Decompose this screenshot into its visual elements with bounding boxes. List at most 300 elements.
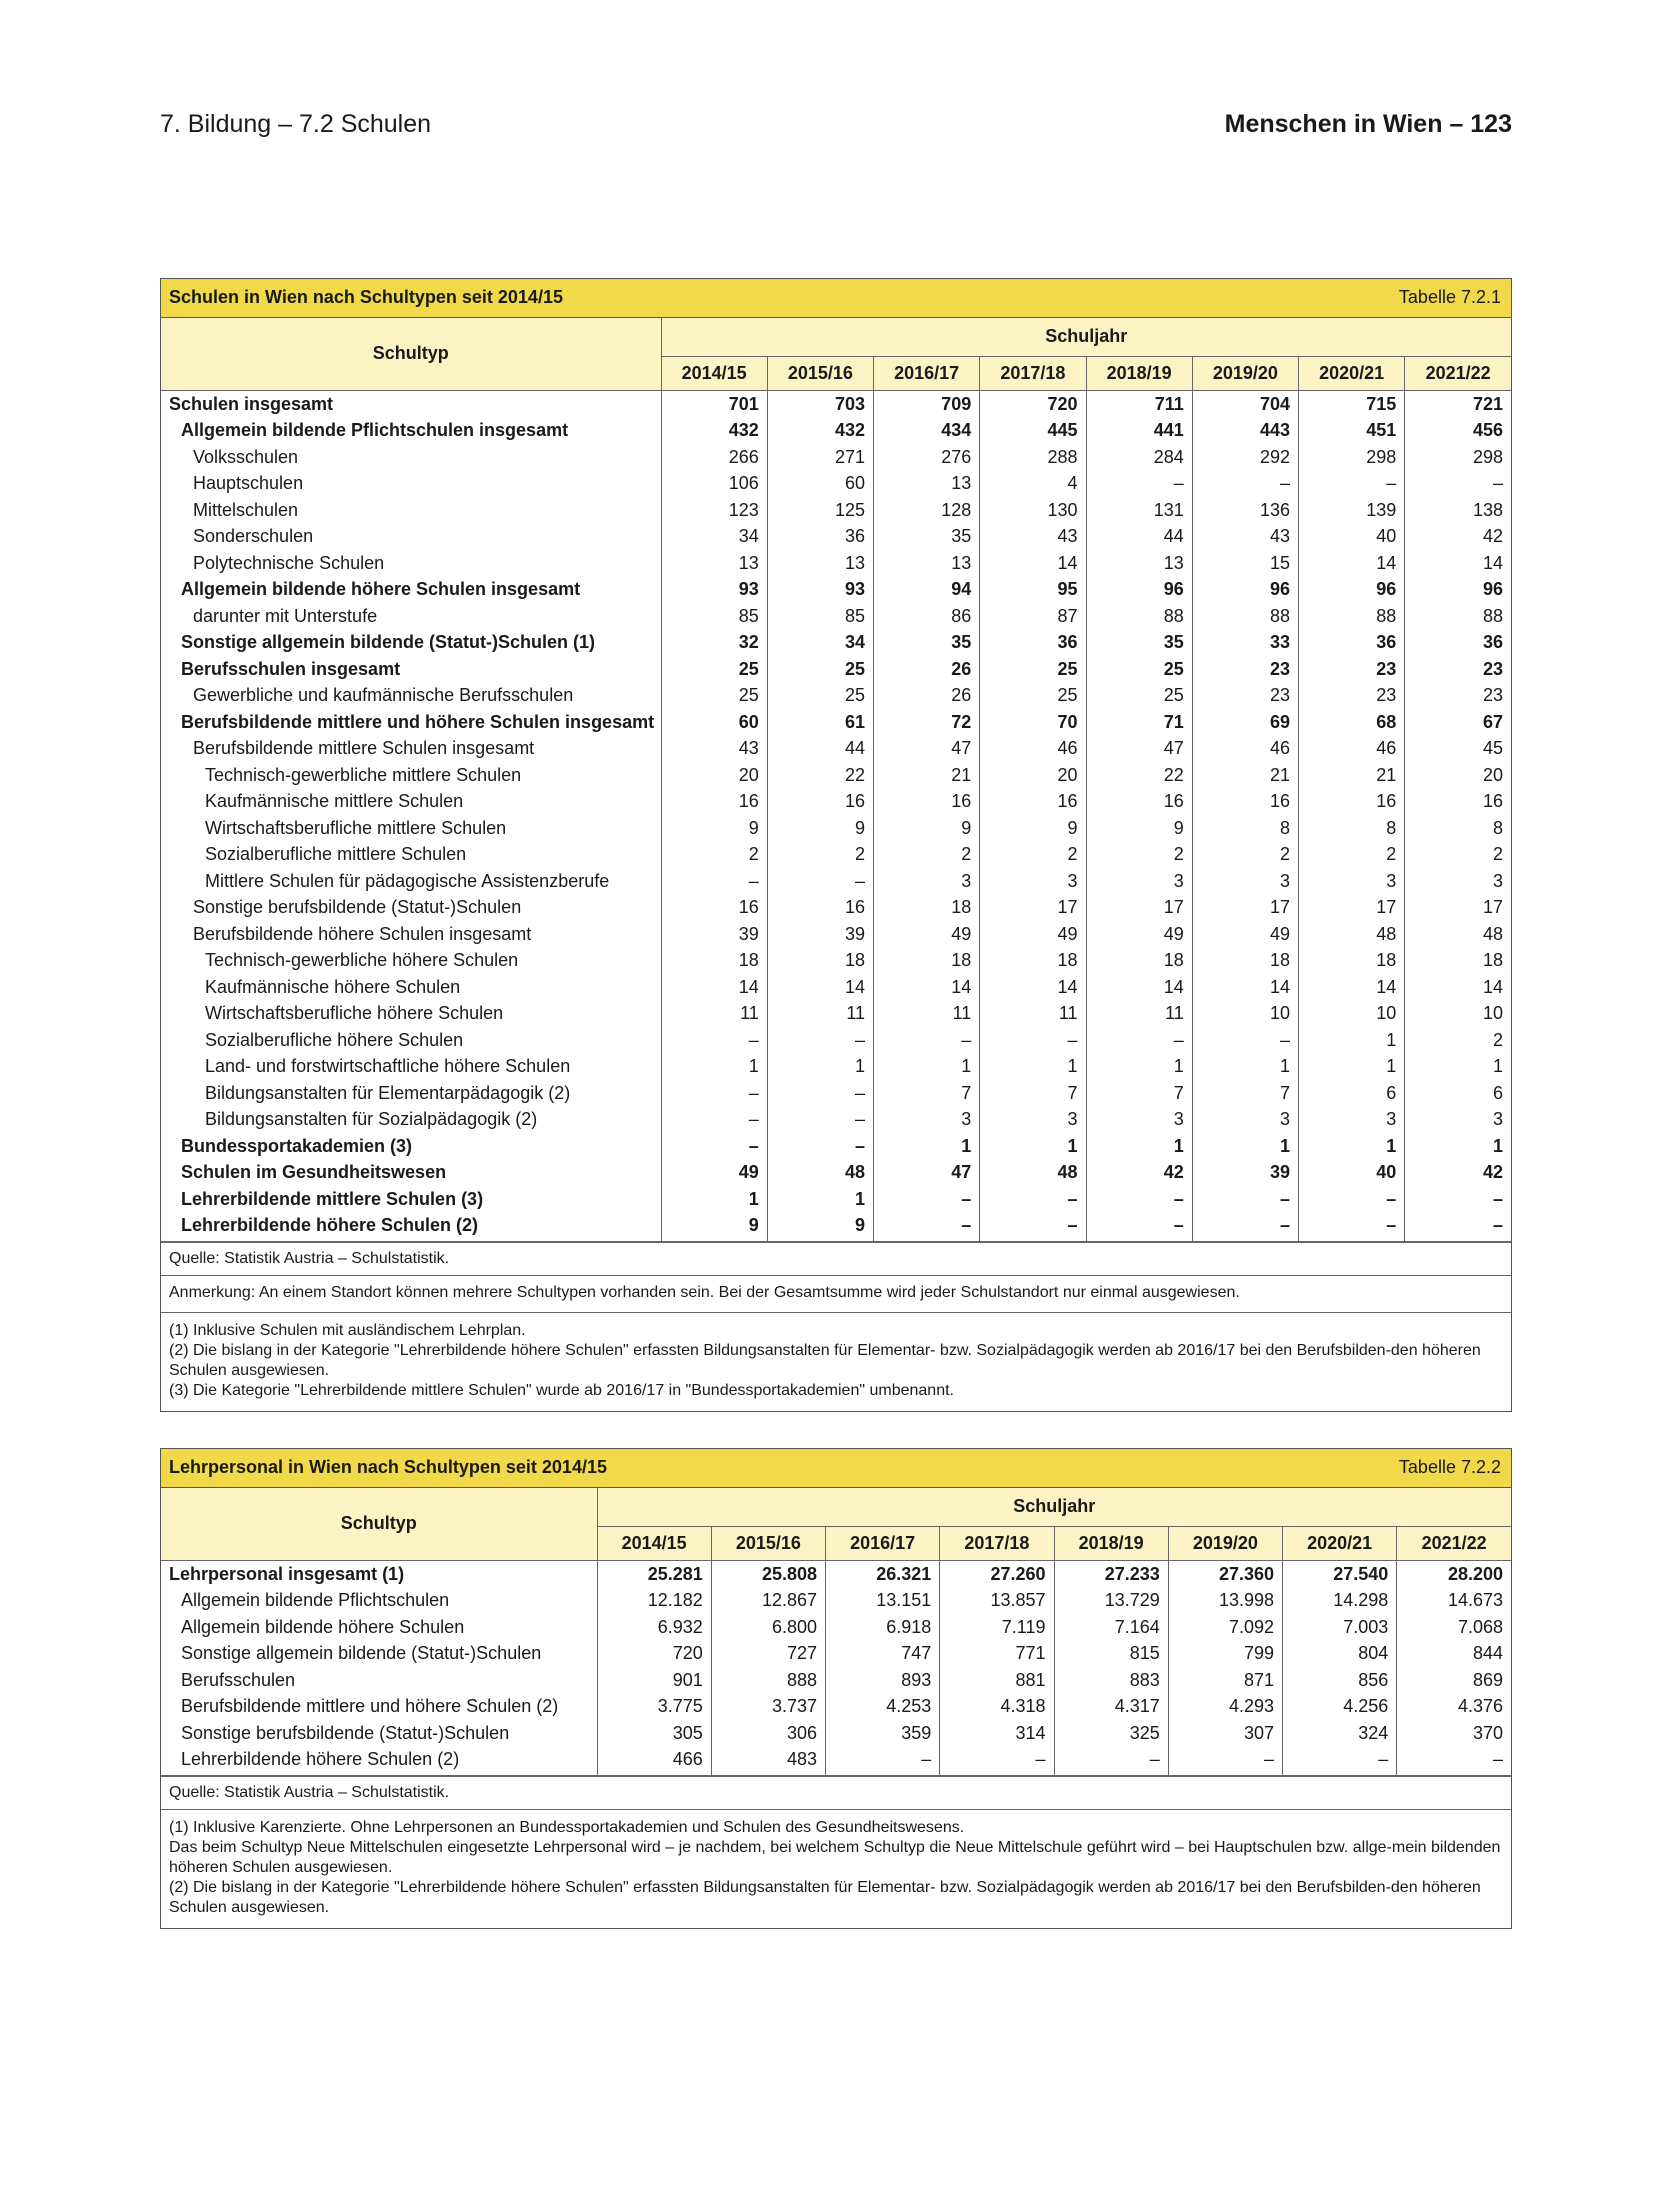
table-cell: 14 (980, 550, 1086, 577)
table-cell: 42 (1405, 523, 1511, 550)
table-cell: – (1283, 1746, 1397, 1775)
year-header: 2015/16 (767, 356, 873, 390)
table-cell: 48 (980, 1159, 1086, 1186)
table-cell: – (1299, 470, 1405, 497)
table-cell: 9 (767, 815, 873, 842)
footnote: (1) Inklusive Karenzierte. Ohne Lehrpersonen an Bundessportakademien und Schulen des Gesundheitswesens. (169, 1818, 965, 1836)
table-cell: 26.321 (826, 1560, 940, 1587)
table-cell: 36 (980, 629, 1086, 656)
table-cell: 6 (1299, 1080, 1405, 1107)
table-cell: 15 (1192, 550, 1298, 577)
table-cell: – (661, 1106, 767, 1133)
table-cell: 7 (1086, 1080, 1192, 1107)
table-cell: 49 (1086, 921, 1192, 948)
table-cell: 14 (1299, 550, 1405, 577)
table-cell: 1 (767, 1186, 873, 1213)
table-cell: 18 (1405, 947, 1511, 974)
table-cell: – (767, 1080, 873, 1107)
table-row (161, 841, 1511, 868)
table-cell: – (1192, 1212, 1298, 1241)
table-cell: 88 (1192, 603, 1298, 630)
table-cell: 266 (661, 444, 767, 471)
table-cell: 3 (874, 1106, 980, 1133)
table-cell: 16 (661, 894, 767, 921)
table-cell: 71 (1086, 709, 1192, 736)
table-cell: 36 (1405, 629, 1511, 656)
table-title-bar (161, 279, 1511, 318)
table-cell: 9 (874, 815, 980, 842)
table-cell: 14.673 (1397, 1587, 1511, 1614)
table-cell: 2 (1405, 841, 1511, 868)
table-cell: 16 (1192, 788, 1298, 815)
table-title-bar (161, 1449, 1511, 1488)
table-title: Schulen in Wien nach Schultypen seit 2014/15 (169, 287, 563, 307)
table-cell: 21 (874, 762, 980, 789)
table-cell: 42 (1086, 1159, 1192, 1186)
table-cell: 844 (1397, 1640, 1511, 1667)
table-cell: – (661, 1133, 767, 1160)
table-cell: 3 (1405, 1106, 1511, 1133)
table-cell: 11 (874, 1000, 980, 1027)
table-cell: 9 (1086, 815, 1192, 842)
table-cell: 856 (1283, 1667, 1397, 1694)
footnote: (2) Die bislang in der Kategorie "Lehrerbildende höhere Schulen" erfassten Bildungsanstalten für Elementar- bzw. Sozialpädagogik werden ab 2016/17 bei den Berufsbilden-den höheren Schulen ausgewiesen. (169, 1341, 1481, 1379)
table-cell: – (661, 868, 767, 895)
row-label: Allgemein bildende höhere Schulen insgesamt (181, 579, 581, 599)
table-cell: 2 (1299, 841, 1405, 868)
row-label: Lehrpersonal insgesamt (1) (161, 1560, 597, 1587)
table-cell: 443 (1192, 417, 1298, 444)
table-cell: 48 (767, 1159, 873, 1186)
table-cell: 27.233 (1054, 1560, 1168, 1587)
table-cell: – (1299, 1212, 1405, 1241)
table-cell: 36 (767, 523, 873, 550)
page-header (160, 110, 1512, 150)
table-cell: 22 (1086, 762, 1192, 789)
table-cell: 8 (1405, 815, 1511, 842)
table-cell: – (1397, 1746, 1511, 1775)
data-table (161, 1488, 1511, 1776)
table-cell: 86 (874, 603, 980, 630)
table-row (161, 868, 1511, 895)
table-cell: 46 (1192, 735, 1298, 762)
table-cell: 720 (980, 390, 1086, 417)
table-cell: 288 (980, 444, 1086, 471)
table-cell: 44 (767, 735, 873, 762)
row-label: Allgemein bildende Pflichtschulen insgesamt (181, 420, 569, 440)
table-footnotes (161, 1312, 1511, 1411)
row-label: Technisch-gewerbliche höhere Schulen (205, 950, 519, 970)
table-cell: 34 (767, 629, 873, 656)
table-cell: 711 (1086, 390, 1192, 417)
year-header: 2017/18 (980, 356, 1086, 390)
table-cell: 17 (1192, 894, 1298, 921)
table-row (161, 815, 1511, 842)
table-cell: 715 (1299, 390, 1405, 417)
row-label: Bildungsanstalten für Sozialpädagogik (2) (205, 1109, 538, 1129)
table-cell: 893 (826, 1667, 940, 1694)
table-cell: 20 (661, 762, 767, 789)
table-source: Quelle: Statistik Austria – Schulstatistik. (161, 1242, 1511, 1275)
footnote: Das beim Schultyp Neue Mittelschulen eingesetzte Lehrpersonal wird – je nachdem, bei welchem Schultyp die Neue Mittelschule geführt wird – bei Hauptschulen bzw. allge-mein bildenden höheren Schulen ausgewiesen. (169, 1838, 1501, 1876)
table-cell: 6.918 (826, 1614, 940, 1641)
table-number: Tabelle 7.2.2 (1398, 1457, 1501, 1477)
table-remark: Anmerkung: An einem Standort können mehrere Schultypen vorhanden sein. Bei der Gesamtsumme wird jeder Schulstandort nur einmal ausgewiesen. (161, 1275, 1511, 1312)
table-cell: 4.253 (826, 1693, 940, 1720)
table-cell: 25 (1086, 682, 1192, 709)
table-cell: 49 (1192, 921, 1298, 948)
table-cell: 3 (1299, 1106, 1405, 1133)
table-cell: 7.003 (1283, 1614, 1397, 1641)
table-cell: 47 (874, 1159, 980, 1186)
table-row (161, 947, 1511, 974)
table-cell: 7.068 (1397, 1614, 1511, 1641)
table-cell: 881 (940, 1667, 1054, 1694)
row-label: Mittelschulen (193, 499, 299, 520)
table-cell: 3 (980, 868, 1086, 895)
table-cell: 3 (1405, 868, 1511, 895)
table-cell: – (980, 1027, 1086, 1054)
table-cell: 17 (1299, 894, 1405, 921)
table-cell: 96 (1299, 576, 1405, 603)
table-cell: 128 (874, 497, 980, 524)
table-cell: 7 (1192, 1080, 1298, 1107)
table-cell: 48 (1405, 921, 1511, 948)
table-cell: 14 (1299, 974, 1405, 1001)
table-cell: 771 (940, 1640, 1054, 1667)
table-cell: 20 (1405, 762, 1511, 789)
row-label: Lehrerbildende höhere Schulen (2) (161, 1746, 597, 1775)
footnote: (2) Die bislang in der Kategorie "Lehrerbildende höhere Schulen" erfassten Bildungsanstalten für Elementar- bzw. Sozialpädagogik werden ab 2016/17 bei den Berufsbilden-den höheren Schulen ausgewiesen. (169, 1878, 1481, 1916)
table-cell: 370 (1397, 1720, 1511, 1747)
table-cell: 14 (767, 974, 873, 1001)
table-cell: – (874, 1212, 980, 1241)
table-cell: – (767, 1106, 873, 1133)
table-cell: 20 (980, 762, 1086, 789)
table-cell: 1 (661, 1186, 767, 1213)
table-number: Tabelle 7.2.1 (1398, 287, 1501, 307)
table-cell: 70 (980, 709, 1086, 736)
table-cell: 13 (1086, 550, 1192, 577)
table-cell: 43 (1192, 523, 1298, 550)
table-cell: – (826, 1746, 940, 1775)
table-cell: 325 (1054, 1720, 1168, 1747)
table-cell: 23 (1299, 656, 1405, 683)
table-cell: 25 (980, 656, 1086, 683)
row-label: Land- und forstwirtschaftliche höhere Schulen (205, 1056, 571, 1076)
table-cell: 14 (661, 974, 767, 1001)
table-cell: 721 (1405, 390, 1511, 417)
table-row (161, 974, 1511, 1001)
table-cell: 1 (1192, 1133, 1298, 1160)
table-title: Lehrpersonal in Wien nach Schultypen seit 2014/15 (169, 1457, 607, 1477)
table-cell: 27.540 (1283, 1560, 1397, 1587)
row-label: Sonderschulen (193, 526, 314, 546)
table-source: Quelle: Statistik Austria – Schulstatistik. (161, 1776, 1511, 1809)
data-table (161, 318, 1511, 1242)
table-cell: 13.151 (826, 1587, 940, 1614)
table-cell: 13 (767, 550, 873, 577)
table-cell: – (1168, 1746, 1282, 1775)
table-cell: 13.998 (1168, 1587, 1282, 1614)
table-cell: 93 (767, 576, 873, 603)
table-cell: 869 (1397, 1667, 1511, 1694)
table-cell: 324 (1283, 1720, 1397, 1747)
table-cell: 25 (980, 682, 1086, 709)
table-row (161, 709, 1511, 736)
table-cell: 49 (661, 1159, 767, 1186)
table-cell: 3 (1192, 1106, 1298, 1133)
table-cell: 27.360 (1168, 1560, 1282, 1587)
table-cell: 18 (980, 947, 1086, 974)
column-group-schuljahr: Schuljahr (597, 1488, 1511, 1526)
table-cell: 434 (874, 417, 980, 444)
table-row (161, 1667, 1511, 1694)
table-row (161, 470, 1511, 497)
table-cell: 276 (874, 444, 980, 471)
table-cell: 432 (661, 417, 767, 444)
table-cell: 9 (980, 815, 1086, 842)
table-cell: – (661, 1080, 767, 1107)
table-cell: 13 (874, 470, 980, 497)
table-cell: 2 (661, 841, 767, 868)
row-label: Berufsbildende mittlere und höhere Schulen insgesamt (181, 711, 655, 732)
table-cell: 21 (1192, 762, 1298, 789)
table-cell: 701 (661, 390, 767, 417)
table-cell: 28.200 (1397, 1560, 1511, 1587)
table-cell: 139 (1299, 497, 1405, 524)
table-cell: 96 (1086, 576, 1192, 603)
table-cell: 22 (767, 762, 873, 789)
table-row (161, 390, 1511, 417)
table-row (161, 1106, 1511, 1133)
table-cell: 25 (661, 682, 767, 709)
table-row (161, 1212, 1511, 1241)
table-cell: 35 (874, 629, 980, 656)
table-row (161, 1080, 1511, 1107)
table-row (161, 656, 1511, 683)
table-cell: 451 (1299, 417, 1405, 444)
table-cell: 16 (1086, 788, 1192, 815)
table-cell: 138 (1405, 497, 1511, 524)
table-cell: 87 (980, 603, 1086, 630)
row-label: Lehrerbildende höhere Schulen (2) (161, 1212, 661, 1241)
table-cell: 1 (1192, 1053, 1298, 1080)
table-schulen (160, 278, 1512, 1412)
table-cell: 18 (874, 894, 980, 921)
table-footnotes (161, 1809, 1511, 1928)
table-cell: 298 (1299, 444, 1405, 471)
table-row (161, 762, 1511, 789)
table-cell: 445 (980, 417, 1086, 444)
table-cell: 7.119 (940, 1614, 1054, 1641)
table-cell: 61 (767, 709, 873, 736)
table-row (161, 1159, 1511, 1186)
year-header: 2016/17 (874, 356, 980, 390)
table-cell: 18 (767, 947, 873, 974)
footnote: (3) Die Kategorie "Lehrerbildende mittlere Schulen" wurde ab 2016/17 in "Bundessportakademien" umbenannt. (169, 1381, 954, 1399)
table-cell: 2 (1405, 1027, 1511, 1054)
table-cell: 17 (1086, 894, 1192, 921)
table-cell: 123 (661, 497, 767, 524)
row-label: Schulen im Gesundheitswesen (181, 1162, 447, 1182)
table-cell: 14 (1086, 974, 1192, 1001)
table-row (161, 1640, 1511, 1667)
table-cell: 48 (1299, 921, 1405, 948)
table-cell: 16 (767, 788, 873, 815)
row-label: Berufsschulen (181, 1669, 296, 1690)
table-cell: 804 (1283, 1640, 1397, 1667)
row-label: Berufsbildende mittlere und höhere Schulen (2) (181, 1696, 559, 1716)
row-label: Berufsbildende höhere Schulen insgesamt (193, 923, 532, 944)
table-cell: 1 (1405, 1133, 1511, 1160)
table-cell: – (661, 1027, 767, 1054)
table-row (161, 1587, 1511, 1614)
table-cell: 130 (980, 497, 1086, 524)
table-cell: 43 (980, 523, 1086, 550)
table-cell: 2 (874, 841, 980, 868)
table-row (161, 1746, 1511, 1775)
table-row (161, 735, 1511, 762)
table-row (161, 894, 1511, 921)
table-cell: – (1405, 1186, 1511, 1213)
row-label: Sonstige allgemein bildende (Statut-)Schulen (181, 1643, 542, 1663)
year-header: 2019/20 (1192, 356, 1298, 390)
column-header-schultyp: Schultyp (161, 318, 661, 390)
table-cell: – (980, 1186, 1086, 1213)
year-header: 2020/21 (1283, 1526, 1397, 1560)
table-cell: 16 (874, 788, 980, 815)
table-cell: 4.293 (1168, 1693, 1282, 1720)
table-cell: 18 (661, 947, 767, 974)
table-cell: – (1054, 1746, 1168, 1775)
table-cell: 95 (980, 576, 1086, 603)
table-cell: 11 (1086, 1000, 1192, 1027)
table-row (161, 921, 1511, 948)
table-cell: 16 (1299, 788, 1405, 815)
table-cell: 33 (1192, 629, 1298, 656)
table-cell: 14 (1405, 550, 1511, 577)
table-cell: 704 (1192, 390, 1298, 417)
table-cell: 3 (874, 868, 980, 895)
table-row (161, 1186, 1511, 1213)
table-cell: 6.800 (711, 1614, 825, 1641)
table-cell: 3.737 (711, 1693, 825, 1720)
table-cell: – (980, 1212, 1086, 1241)
table-cell: 703 (767, 390, 873, 417)
table-cell: 25 (767, 656, 873, 683)
table-row (161, 788, 1511, 815)
table-cell: 13 (661, 550, 767, 577)
table-row (161, 1720, 1511, 1747)
row-label: Wirtschaftsberufliche mittlere Schulen (205, 817, 507, 838)
table-cell: 23 (1299, 682, 1405, 709)
year-header: 2014/15 (661, 356, 767, 390)
table-cell: 298 (1405, 444, 1511, 471)
table-row (161, 629, 1511, 656)
table-cell: 45 (1405, 735, 1511, 762)
table-cell: 7.092 (1168, 1614, 1282, 1641)
table-cell: 2 (767, 841, 873, 868)
table-cell: 727 (711, 1640, 825, 1667)
table-cell: 106 (661, 470, 767, 497)
table-cell: 7.164 (1054, 1614, 1168, 1641)
table-cell: 72 (874, 709, 980, 736)
table-cell: 292 (1192, 444, 1298, 471)
column-group-schuljahr: Schuljahr (661, 318, 1511, 356)
table-cell: – (1086, 1212, 1192, 1241)
table-row (161, 1693, 1511, 1720)
table-cell: 1 (874, 1133, 980, 1160)
year-header: 2016/17 (826, 1526, 940, 1560)
table-cell: – (767, 868, 873, 895)
table-cell: 3 (980, 1106, 1086, 1133)
table-row (161, 497, 1511, 524)
table-cell: 26 (874, 682, 980, 709)
table-cell: 4.318 (940, 1693, 1054, 1720)
table-cell: 34 (661, 523, 767, 550)
table-cell: 25 (661, 656, 767, 683)
table-cell: 314 (940, 1720, 1054, 1747)
table-cell: 39 (1192, 1159, 1298, 1186)
row-label: Sonstige allgemein bildende (Statut-)Schulen (1) (181, 632, 596, 652)
year-header: 2019/20 (1168, 1526, 1282, 1560)
table-cell: – (767, 1027, 873, 1054)
table-cell: 1 (1299, 1053, 1405, 1080)
table-cell: 85 (661, 603, 767, 630)
table-cell: 36 (1299, 629, 1405, 656)
row-label: Sonstige berufsbildende (Statut-)Schulen (193, 897, 522, 917)
row-label: Berufsschulen insgesamt (181, 658, 401, 679)
table-cell: 9 (661, 815, 767, 842)
table-row (161, 1133, 1511, 1160)
table-cell: 709 (874, 390, 980, 417)
table-cell: 10 (1405, 1000, 1511, 1027)
table-cell: 17 (980, 894, 1086, 921)
table-cell: 1 (1405, 1053, 1511, 1080)
table-cell: 25 (1086, 656, 1192, 683)
table-cell: 8 (1299, 815, 1405, 842)
table-cell: 16 (767, 894, 873, 921)
table-cell: 271 (767, 444, 873, 471)
table-cell: – (1086, 1027, 1192, 1054)
table-cell: 49 (874, 921, 980, 948)
table-cell: – (1086, 1186, 1192, 1213)
table-cell: 69 (1192, 709, 1298, 736)
table-cell: 9 (661, 1212, 767, 1241)
table-cell: – (940, 1746, 1054, 1775)
row-label: Gewerbliche und kaufmännische Berufsschulen (193, 685, 574, 705)
table-cell: 125 (767, 497, 873, 524)
row-label: Kaufmännische mittlere Schulen (205, 791, 464, 811)
table-cell: 16 (980, 788, 1086, 815)
table-cell: 18 (1192, 947, 1298, 974)
table-cell: 47 (874, 735, 980, 762)
row-label: Sonstige berufsbildende (Statut-)Schulen (181, 1722, 510, 1743)
row-label: Sozialberufliche höhere Schulen (205, 1029, 464, 1050)
table-cell: 60 (661, 709, 767, 736)
table-cell: 10 (1192, 1000, 1298, 1027)
table-cell: 96 (1192, 576, 1298, 603)
table-cell: – (1299, 1186, 1405, 1213)
table-cell: 11 (767, 1000, 873, 1027)
table-cell: 307 (1168, 1720, 1282, 1747)
table-cell: 483 (711, 1746, 825, 1775)
row-label: Bundessportakademien (3) (181, 1135, 413, 1156)
table-lehrpersonal (160, 1448, 1512, 1929)
column-header-schultyp: Schultyp (161, 1488, 597, 1560)
table-cell: 3 (1192, 868, 1298, 895)
